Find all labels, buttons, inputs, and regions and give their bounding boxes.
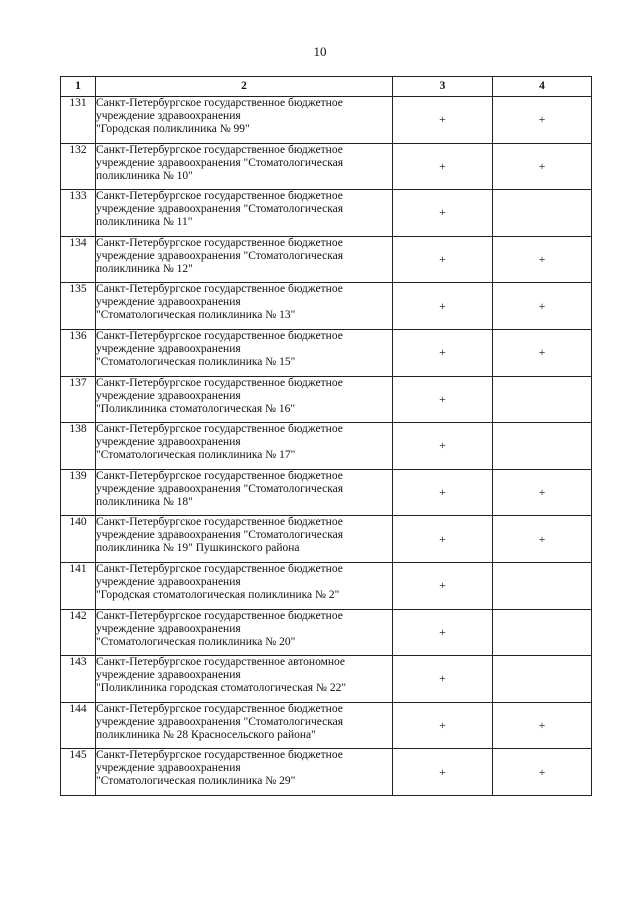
col-4-mark: + <box>493 143 592 190</box>
col-4-mark: + <box>493 469 592 516</box>
table-row <box>61 329 592 376</box>
row-number: 134 <box>61 236 96 283</box>
institution-name <box>96 329 393 376</box>
header-col-3: 3 <box>393 77 493 97</box>
col-3-mark: + <box>393 562 493 609</box>
institution-name-line: "Поликлиника городская стоматологическая № 22" <box>96 682 347 695</box>
institution-name-line: учреждение здравоохранения <box>96 575 241 588</box>
institution-name-line: Санкт-Петербургское государственное бюджетное <box>96 236 343 249</box>
institution-name-line: учреждение здравоохранения <box>96 622 241 635</box>
institution-name-line: Санкт-Петербургское государственное бюджетное <box>96 469 343 482</box>
header-col-1: 1 <box>61 77 96 97</box>
institution-name-line: "Стоматологическая поликлиника № 17" <box>96 449 296 462</box>
row-number: 132 <box>61 143 96 190</box>
institution-name-line: "Стоматологическая поликлиника № 13" <box>96 309 296 322</box>
row-number: 142 <box>61 609 96 656</box>
institution-name-line: учреждение здравоохранения <box>96 762 241 775</box>
institution-name-line: учреждение здравоохранения <box>96 389 241 402</box>
table-row <box>61 236 592 283</box>
institution-name-line: поликлиника № 12" <box>96 262 193 275</box>
institution-name-line: "Стоматологическая поликлиника № 29" <box>96 775 296 788</box>
col-4-mark: + <box>493 97 592 144</box>
institution-name-line: "Поликлиника стоматологическая № 16" <box>96 402 296 415</box>
institution-name-line: "Стоматологическая поликлиника № 15" <box>96 355 296 368</box>
row-number: 138 <box>61 423 96 470</box>
institution-name-line: Санкт-Петербургское государственное бюджетное <box>96 749 343 762</box>
col-3-mark: + <box>393 749 493 796</box>
row-number: 133 <box>61 190 96 237</box>
institution-name-line: поликлиника № 11" <box>96 216 193 229</box>
col-4-mark: + <box>493 702 592 749</box>
row-number: 145 <box>61 749 96 796</box>
institution-name-line: Санкт-Петербургское государственное бюджетное <box>96 143 343 156</box>
institution-name-line: "Стоматологическая поликлиника № 20" <box>96 635 296 648</box>
col-4-mark <box>493 609 592 656</box>
col-3-mark: + <box>393 97 493 144</box>
table-row <box>61 749 592 796</box>
institution-name-line: поликлиника № 10" <box>96 169 193 182</box>
col-3-mark: + <box>393 143 493 190</box>
institution-name-line: Санкт-Петербургское государственное бюджетное <box>96 97 343 109</box>
institution-name-line: учреждение здравоохранения "Стоматологическая <box>96 715 344 728</box>
institution-name-line: Санкт-Петербургское государственное бюджетное <box>96 516 343 529</box>
institution-name-line: Санкт-Петербургское государственное бюджетное <box>96 609 343 622</box>
row-number: 131 <box>61 97 96 144</box>
col-3-mark: + <box>393 516 493 563</box>
institution-name-line: учреждение здравоохранения <box>96 436 241 449</box>
page-number: 10 <box>313 44 327 59</box>
institution-name <box>96 97 393 144</box>
institution-name <box>96 143 393 190</box>
institution-name-line: учреждение здравоохранения "Стоматологическая <box>96 249 344 262</box>
col-4-mark <box>493 376 592 423</box>
institution-name <box>96 609 393 656</box>
table-row <box>61 283 592 330</box>
header-col-2: 2 <box>96 77 393 97</box>
col-4-mark <box>493 656 592 703</box>
institution-name <box>96 376 393 423</box>
institution-name-line: Санкт-Петербургское государственное бюджетное <box>96 190 343 203</box>
institution-name <box>96 423 393 470</box>
row-number: 141 <box>61 562 96 609</box>
institution-name-line: "Городская стоматологическая поликлиника № 2" <box>96 588 340 601</box>
institution-name-line: Санкт-Петербургское государственное бюджетное <box>96 423 343 436</box>
table-row <box>61 469 592 516</box>
table-header-row <box>61 77 592 97</box>
col-4-mark: + <box>493 516 592 563</box>
institution-name-line: поликлиника № 18" <box>96 495 193 508</box>
row-number: 139 <box>61 469 96 516</box>
institution-name <box>96 469 393 516</box>
header-col-4: 4 <box>493 77 592 97</box>
institution-name-line: учреждение здравоохранения <box>96 342 241 355</box>
institution-name-line: Санкт-Петербургское государственное бюджетное <box>96 376 343 389</box>
institution-name-line: учреждение здравоохранения "Стоматологическая <box>96 203 344 216</box>
institution-name-line: учреждение здравоохранения <box>96 669 241 682</box>
table-row <box>61 97 592 144</box>
table-row <box>61 376 592 423</box>
institution-name-line: Санкт-Петербургское государственное бюджетное <box>96 283 343 296</box>
col-3-mark: + <box>393 329 493 376</box>
table-row <box>61 562 592 609</box>
institution-name-line: "Городская поликлиника № 99" <box>96 123 250 135</box>
table-row <box>61 656 592 703</box>
institution-name <box>96 516 393 563</box>
col-3-mark: + <box>393 190 493 237</box>
row-number: 144 <box>61 702 96 749</box>
col-4-mark: + <box>493 749 592 796</box>
institution-name <box>96 190 393 237</box>
table-row <box>61 190 592 237</box>
row-number: 135 <box>61 283 96 330</box>
institution-name-line: Санкт-Петербургское государственное автономное <box>96 656 346 669</box>
institution-name-line: Санкт-Петербургское государственное бюджетное <box>96 562 343 575</box>
col-3-mark: + <box>393 423 493 470</box>
col-4-mark <box>493 190 592 237</box>
institution-name-line: поликлиника № 19" Пушкинского района <box>96 542 300 555</box>
col-3-mark: + <box>393 376 493 423</box>
institution-name <box>96 749 393 796</box>
institution-name-line: учреждение здравоохранения "Стоматологическая <box>96 482 344 495</box>
table-row <box>61 516 592 563</box>
institution-name <box>96 656 393 703</box>
institution-name <box>96 562 393 609</box>
institution-name-line: учреждение здравоохранения "Стоматологическая <box>96 156 344 169</box>
table-row <box>61 143 592 190</box>
institution-name <box>96 283 393 330</box>
row-number: 137 <box>61 376 96 423</box>
table-row <box>61 609 592 656</box>
col-3-mark: + <box>393 236 493 283</box>
col-3-mark: + <box>393 609 493 656</box>
col-3-mark: + <box>393 702 493 749</box>
institution-name <box>96 702 393 749</box>
row-number: 143 <box>61 656 96 703</box>
col-4-mark: + <box>493 329 592 376</box>
table-row <box>61 702 592 749</box>
col-3-mark: + <box>393 283 493 330</box>
col-4-mark: + <box>493 236 592 283</box>
institution-name-line: Санкт-Петербургское государственное бюджетное <box>96 702 343 715</box>
row-number: 140 <box>61 516 96 563</box>
institution-name-line: поликлиника № 28 Красносельского района" <box>96 728 316 741</box>
col-4-mark <box>493 423 592 470</box>
table-row <box>61 423 592 470</box>
col-3-mark: + <box>393 469 493 516</box>
institution-name-line: Санкт-Петербургское государственное бюджетное <box>96 329 343 342</box>
col-4-mark <box>493 562 592 609</box>
col-4-mark: + <box>493 283 592 330</box>
table-body <box>61 97 592 796</box>
row-number: 136 <box>61 329 96 376</box>
col-3-mark: + <box>393 656 493 703</box>
institution-name <box>96 236 393 283</box>
institution-name-line: учреждение здравоохранения <box>96 296 241 309</box>
institution-name-line: учреждение здравоохранения <box>96 110 241 122</box>
institution-name-line: учреждение здравоохранения "Стоматологическая <box>96 529 344 542</box>
institutions-table <box>60 76 592 796</box>
